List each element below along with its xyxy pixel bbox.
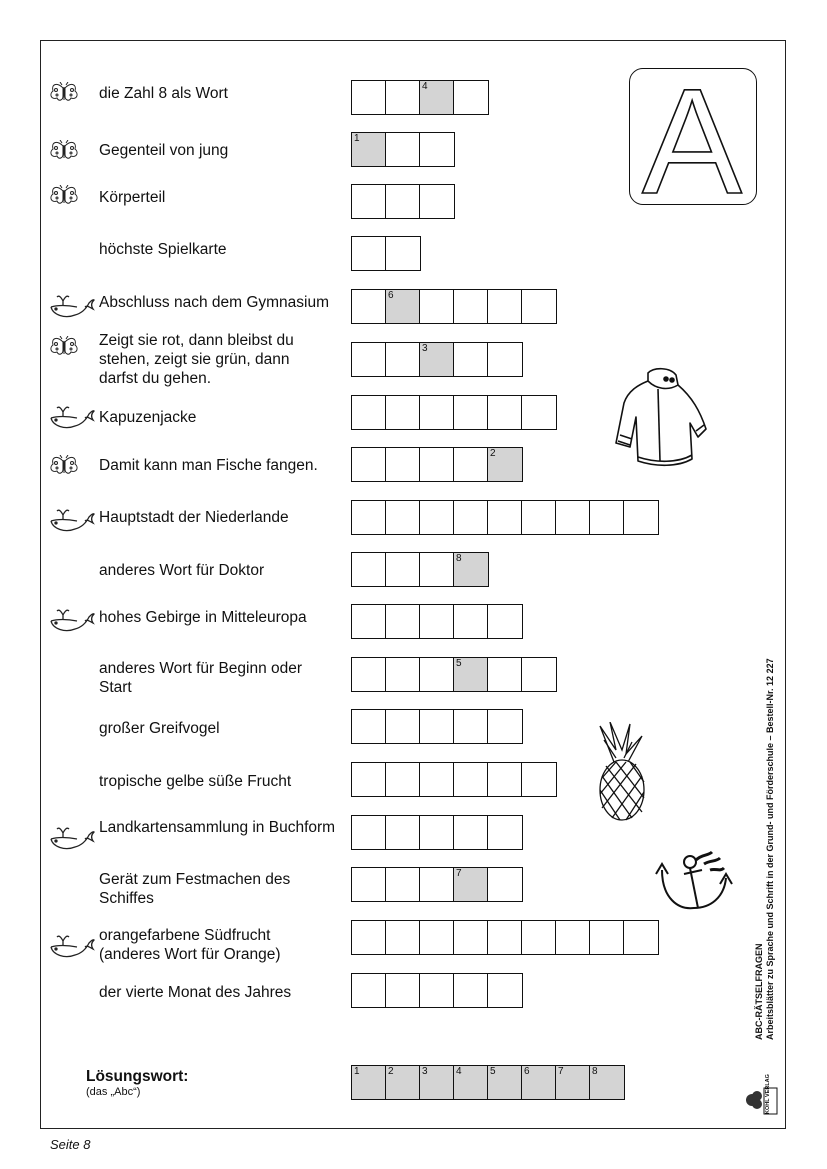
letter-a-outline [630, 69, 754, 202]
letter-cell[interactable] [453, 815, 489, 850]
letter-cell[interactable] [385, 762, 421, 797]
letter-cell[interactable] [453, 447, 489, 482]
whale-icon [47, 933, 95, 959]
letter-cell[interactable] [487, 342, 523, 377]
clue-text: Abschluss nach dem Gymnasium [99, 294, 330, 311]
letter-cell[interactable] [555, 920, 591, 955]
letter-cell[interactable] [521, 920, 557, 955]
letter-cell[interactable] [385, 395, 421, 430]
letter-cell[interactable] [419, 657, 455, 692]
clue-text: anderes Wort für Doktor [99, 562, 265, 579]
solution-word-cell[interactable] [351, 1065, 387, 1100]
cell-number: 3 [422, 343, 428, 354]
cell-number: 6 [388, 290, 394, 301]
letter-cell[interactable] [521, 500, 557, 535]
letter-cell[interactable] [419, 500, 455, 535]
letter-cell[interactable] [487, 657, 523, 692]
clue-text: Damit kann man Fische fangen. [99, 457, 318, 474]
letter-cell[interactable] [351, 657, 387, 692]
letter-cell[interactable] [453, 289, 489, 324]
letter-cell[interactable] [419, 132, 455, 167]
answer-boxes [351, 709, 521, 744]
letter-cell[interactable] [419, 604, 455, 639]
page-number: Seite 8 [50, 1137, 91, 1152]
letter-cell[interactable] [487, 973, 523, 1008]
butterfly-icon [47, 185, 81, 211]
hoodie-illustration [608, 365, 710, 473]
publisher-logo [744, 1074, 782, 1116]
letter-cell[interactable] [419, 762, 455, 797]
clue-text: tropische gelbe süße Frucht [99, 773, 292, 790]
letter-cell[interactable] [487, 762, 523, 797]
whale-icon [47, 293, 95, 319]
letter-cell[interactable] [555, 500, 591, 535]
cell-number: 4 [422, 81, 428, 92]
answer-boxes [351, 289, 555, 324]
letter-cell[interactable] [419, 184, 455, 219]
letter-cell[interactable] [487, 709, 523, 744]
letter-cell[interactable] [351, 395, 387, 430]
clue-text: der vierte Monat des Jahres [99, 984, 292, 1001]
answer-boxes [351, 500, 657, 535]
solution-label: Lösungswort: [86, 1068, 189, 1085]
letter-cell[interactable] [419, 973, 455, 1008]
letter-cell[interactable] [385, 500, 421, 535]
answer-boxes [351, 657, 555, 692]
cell-number: 6 [524, 1066, 530, 1077]
solution-word-cell[interactable] [487, 1065, 523, 1100]
letter-cell[interactable] [589, 920, 625, 955]
letter-cell[interactable] [351, 973, 387, 1008]
letter-cell[interactable] [385, 657, 421, 692]
answer-boxes [351, 184, 453, 219]
letter-cell[interactable] [351, 604, 387, 639]
clue-text: Körperteil [99, 189, 166, 206]
answer-boxes [351, 342, 521, 377]
letter-cell[interactable] [453, 342, 489, 377]
cell-number: 8 [456, 553, 462, 564]
letter-cell[interactable] [419, 815, 455, 850]
answer-boxes [351, 447, 521, 482]
answer-boxes [351, 920, 657, 955]
letter-cell[interactable] [385, 920, 421, 955]
answer-boxes [351, 867, 521, 902]
letter-cell[interactable] [351, 236, 387, 271]
solution-letter-cell[interactable] [487, 447, 523, 482]
answer-boxes [351, 604, 521, 639]
answer-boxes [351, 132, 453, 167]
letter-cell[interactable] [453, 920, 489, 955]
solution-letter-cell[interactable] [419, 342, 455, 377]
letter-cell[interactable] [521, 657, 557, 692]
solution-hint: (das „Abc“) [86, 1086, 141, 1098]
butterfly-icon [47, 82, 81, 108]
letter-cell[interactable] [453, 709, 489, 744]
letter-cell[interactable] [419, 920, 455, 955]
letter-cell[interactable] [453, 604, 489, 639]
letter-cell[interactable] [419, 289, 455, 324]
answer-boxes [351, 973, 521, 1008]
solution-word-cell[interactable] [555, 1065, 591, 1100]
letter-cell[interactable] [487, 604, 523, 639]
clue-text: Gegenteil von jung [99, 142, 229, 159]
clue-text: hohes Gebirge in Mitteleuropa [99, 609, 307, 626]
cell-number: 2 [490, 448, 496, 459]
letter-cell[interactable] [385, 236, 421, 271]
whale-icon [47, 507, 95, 533]
letter-cell[interactable] [385, 447, 421, 482]
solution-word-cell[interactable] [453, 1065, 489, 1100]
letter-cell[interactable] [351, 500, 387, 535]
letter-cell[interactable] [351, 762, 387, 797]
cell-number: 1 [354, 1066, 360, 1077]
letter-cell[interactable] [521, 289, 557, 324]
letter-cell[interactable] [351, 552, 387, 587]
letter-cell[interactable] [351, 709, 387, 744]
svg-text:A: A [641, 69, 743, 202]
letter-cell[interactable] [385, 973, 421, 1008]
cell-number: 2 [388, 1066, 394, 1077]
letter-cell[interactable] [351, 447, 387, 482]
solution-word-cell[interactable] [521, 1065, 557, 1100]
pineapple-illustration [588, 722, 652, 822]
solution-word-cell[interactable] [385, 1065, 421, 1100]
clue-text: höchste Spielkarte [99, 241, 227, 258]
clue-text: großer Greifvogel [99, 720, 220, 737]
whale-icon [47, 404, 95, 430]
butterfly-icon [47, 140, 81, 166]
clue-text: anderes Wort für Beginn oder Start [99, 660, 303, 696]
solution-letter-cell[interactable] [351, 132, 387, 167]
butterfly-icon [47, 455, 81, 481]
letter-cell[interactable] [487, 500, 523, 535]
letter-cell[interactable] [351, 920, 387, 955]
letter-cell[interactable] [589, 500, 625, 535]
letter-cell[interactable] [487, 289, 523, 324]
letter-cell[interactable] [419, 552, 455, 587]
cell-number: 3 [422, 1066, 428, 1077]
letter-cell[interactable] [385, 184, 421, 219]
anchor-illustration [654, 850, 734, 918]
letter-cell[interactable] [487, 815, 523, 850]
cell-number: 8 [592, 1066, 598, 1077]
letter-cell[interactable] [385, 815, 421, 850]
side-series-subtitle: Arbeitsblätter zu Sprache und Schrift in der Grund- und Förderschule – Bestell-Nr. 12 227 [765, 658, 775, 1040]
letter-cell[interactable] [453, 973, 489, 1008]
answer-boxes [351, 552, 487, 587]
solution-letter-cell[interactable] [453, 867, 489, 902]
solution-word-cell[interactable] [419, 1065, 455, 1100]
letter-cell[interactable] [419, 395, 455, 430]
letter-cell[interactable] [521, 395, 557, 430]
clue-text: Gerät zum Festmachen des Schiffes [99, 871, 291, 907]
answer-boxes [351, 80, 487, 115]
letter-cell[interactable] [419, 447, 455, 482]
cell-number: 7 [558, 1066, 564, 1077]
letter-cell[interactable] [623, 920, 659, 955]
letter-cell[interactable] [487, 867, 523, 902]
letter-cell[interactable] [453, 80, 489, 115]
cell-number: 1 [354, 133, 360, 144]
letter-card [629, 68, 757, 205]
solution-word-cell[interactable] [589, 1065, 625, 1100]
letter-cell[interactable] [351, 289, 387, 324]
answer-boxes [351, 815, 521, 850]
side-caption [754, 658, 776, 1040]
clue-text: die Zahl 8 als Wort [99, 85, 228, 102]
tree-logo-icon [744, 1086, 782, 1116]
answer-boxes [351, 395, 555, 430]
letter-cell[interactable] [385, 80, 421, 115]
clue-text: Kapuzenjacke [99, 409, 197, 426]
letter-cell[interactable] [385, 552, 421, 587]
letter-cell[interactable] [453, 762, 489, 797]
letter-cell[interactable] [385, 132, 421, 167]
letter-cell[interactable] [487, 395, 523, 430]
letter-cell[interactable] [351, 184, 387, 219]
butterfly-icon [47, 336, 81, 362]
letter-cell[interactable] [385, 867, 421, 902]
letter-cell[interactable] [453, 500, 489, 535]
solution-letter-cell[interactable] [453, 552, 489, 587]
solution-letter-cell[interactable] [385, 289, 421, 324]
letter-cell[interactable] [351, 342, 387, 377]
letter-cell[interactable] [385, 709, 421, 744]
letter-cell[interactable] [453, 395, 489, 430]
cell-number: 4 [456, 1066, 462, 1077]
letter-cell[interactable] [385, 342, 421, 377]
side-series-title: ABC-RÄTSELFRAGEN [754, 943, 764, 1040]
letter-cell[interactable] [351, 867, 387, 902]
letter-cell[interactable] [623, 500, 659, 535]
cell-number: 5 [456, 658, 462, 669]
letter-cell[interactable] [351, 80, 387, 115]
clue-text: Hauptstadt der Niederlande [99, 509, 289, 526]
answer-boxes [351, 762, 555, 797]
letter-cell[interactable] [385, 604, 421, 639]
clue-text: orangefarbene Südfrucht (anderes Wort für Orange) [99, 927, 281, 963]
clue-text: Zeigt sie rot, dann bleibst du stehen, zeigt sie grün, dann darfst du gehen. [99, 332, 294, 387]
cell-number: 7 [456, 868, 462, 879]
letter-cell[interactable] [419, 709, 455, 744]
answer-boxes [351, 236, 419, 271]
cell-number: 5 [490, 1066, 496, 1077]
whale-icon [47, 607, 95, 633]
letter-cell[interactable] [419, 867, 455, 902]
clue-text: Landkartensammlung in Buchform [99, 819, 336, 836]
solution-boxes [351, 1065, 623, 1100]
letter-cell[interactable] [521, 762, 557, 797]
whale-icon [47, 825, 95, 851]
solution-letter-cell[interactable] [419, 80, 455, 115]
solution-letter-cell[interactable] [453, 657, 489, 692]
letter-cell[interactable] [487, 920, 523, 955]
letter-cell[interactable] [351, 815, 387, 850]
publisher-name: KOHL VERLAG [765, 1074, 771, 1114]
